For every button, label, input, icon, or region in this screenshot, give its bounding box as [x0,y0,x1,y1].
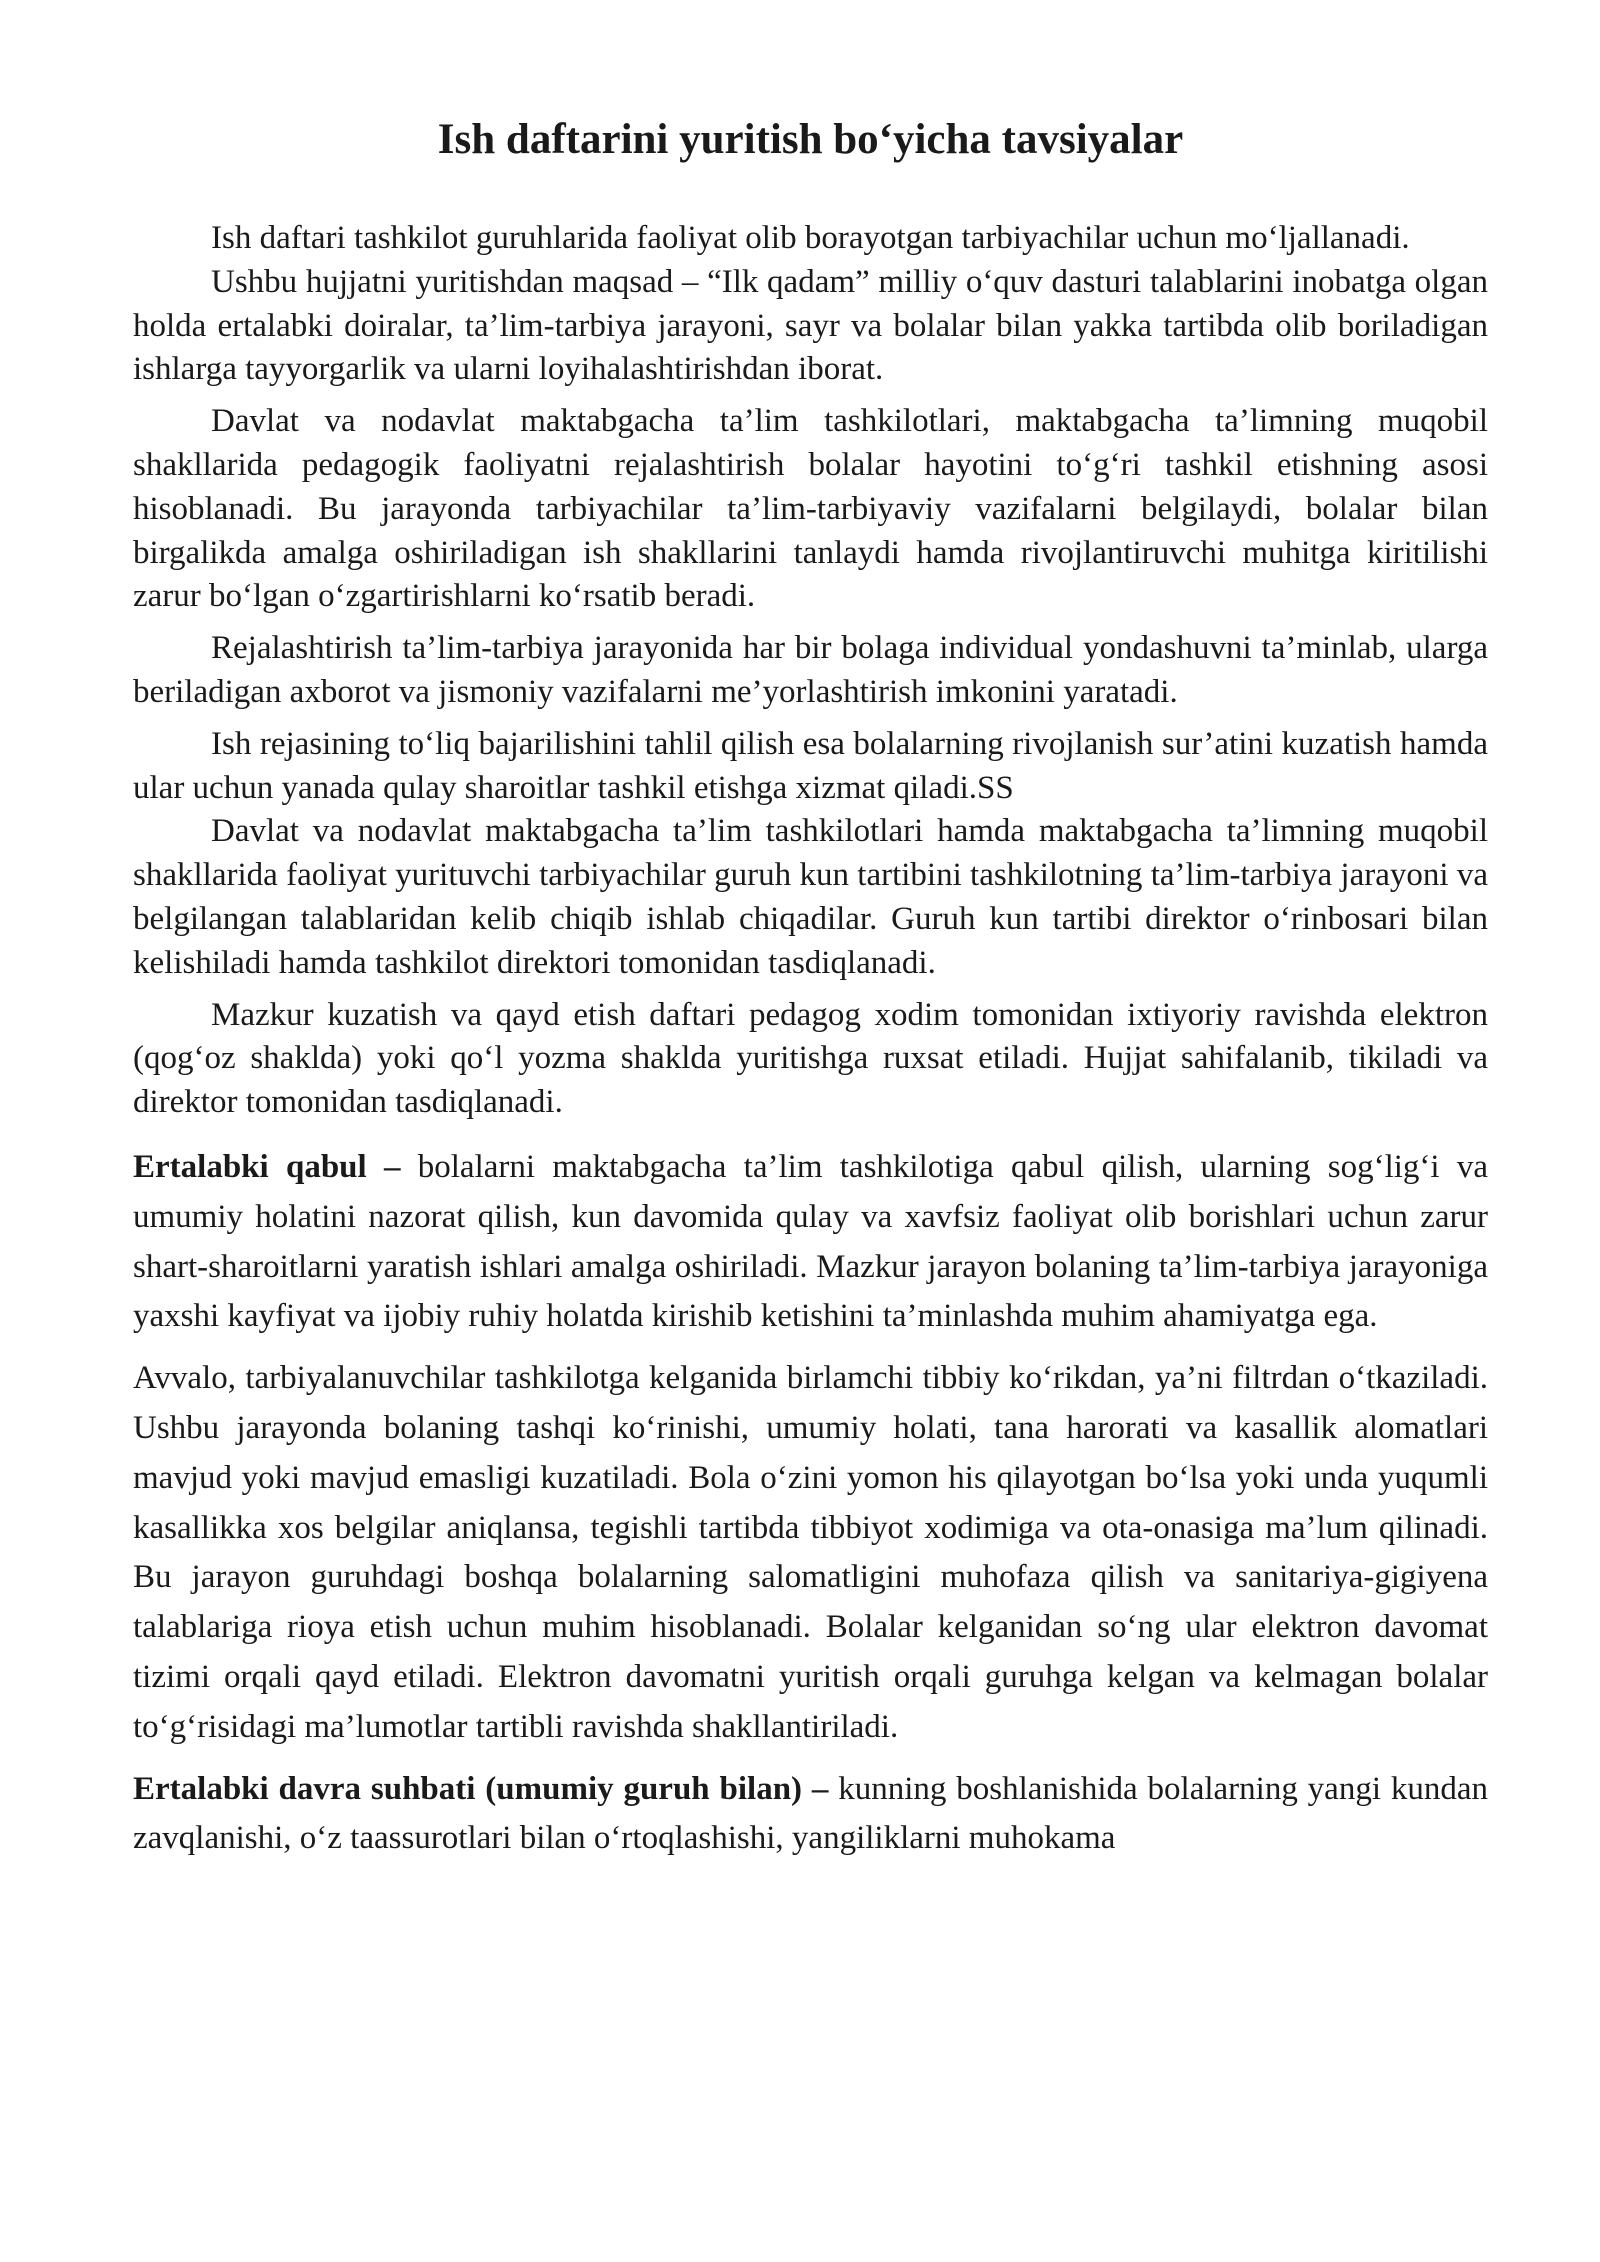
document-title: Ish daftarini yuritish bo‘yicha tavsiyalar [437,116,1184,163]
paragraph-planning-basis: Davlat va nodavlat maktabgacha ta’lim tashkilotlari, maktabgacha ta’limning muqobil shakllarida pedagogik faoliyatni rejalashtirish bolalar hayotini to‘g‘ri tashkil etishning asosi hisoblanadi. Bu jarayonda tarbiyachilar ta’lim-tarbiyaviy vazifalarni belgilaydi, bolalar bilan birgalikda amalga oshiriladigan ish shakllarini tanlaydi hamda rivojlantiruvchi muhitga kiritilishi zarur bo‘lgan o‘zgartirishlarni ko‘rsatib beradi. [133,403,1488,615]
paragraph-purpose-audience: Ish daftari tashkilot guruhlarida faoliyat olib borayotgan tarbiyachilar uchun mo‘ljallanadi. [211,220,1410,256]
section-text: bolalarni maktabgacha ta’lim tashkilotiga qabul qilish, ularning sog‘lig‘i va umumiy holatini nazorat qilish, kun davomida qulay va xavfsiz faoliyat olib borishlari uchun zarur shart-sharoitlarni yaratish ishlari amalga oshiriladi. Mazkur jarayon bolaning ta’lim-tarbiya jarayoniga yaxshi kayfiyat va ijobiy ruhiy holatda kirishib ketishini ta’minlashda muhim ahamiyatga ega. [133,1148,1488,1335]
section-text: kunning boshlanishida bolalarning yangi kundan zavqlanishi, o‘z taassurotlari bilan o‘rtoqlashishi, yangiliklarni muhokama [133,1770,1488,1857]
paragraph-plan-analysis: Ish rejasining to‘liq bajarilishini tahlil qilish esa bolalarning rivojlanish sur’atini kuzatish hamda ular uchun yanada qulay sharoitlar tashkil etishga xizmat qiladi.SS [133,725,1488,806]
paragraph-daily-schedule: Davlat va nodavlat maktabgacha ta’lim tashkilotlari hamda maktabgacha ta’limning muqobil shakllarida faoliyat yurituvchi tarbiyachilar guruh kun tartibini tashkilotning ta’lim-tarbiya jarayoni va belgilangan talablaridan kelib chiqib ishlab chiqadilar. Guruh kun tartibi direktor o‘rinbosari bilan kelishiladi hamda tashkilot direktori tomonidan tasdiqlanadi. [133,813,1488,981]
section-term: Ertalabki qabul – [133,1148,401,1185]
paragraph-journal-format: Mazkur kuzatish va qayd etish daftari pedagog xodim tomonidan ixtiyoriy ravishda elektron (qog‘oz shaklda) yoki qo‘l yozma shaklda yuritishga ruxsat etiladi. Hujjat sahifalanib, tikiladi va direktor tomonidan tasdiqlanadi. [133,996,1488,1121]
paragraph-document-goal: Ushbu hujjatni yuritishdan maqsad – “Ilk qadam” milliy o‘quv dasturi talablarini inobatga olgan holda ertalabki doiralar, ta’lim-tarbiya jarayoni, sayr va bolalar bilan yakka tartibda olib boriladigan ishlarga tayyorgarlik va ularni loyihalashtirishdan iborat. [133,263,1488,388]
section-term: Ertalabki davra suhbati (umumiy guruh bilan) – [133,1770,829,1807]
paragraph-individual-approach: Rejalashtirish ta’lim-tarbiya jarayonida har bir bolaga individual yondashuvni ta’minlab, ularga beriladigan axborot va jismoniy vazifalarni me’yorlashtirish imkonini yaratadi. [133,630,1488,710]
section-text: Avvalo, tarbiyalanuvchilar tashkilotga kelganida birlamchi tibbiy ko‘rikdan, ya’ni filtrdan o‘tkaziladi. Ushbu jarayonda bolaning tashqi ko‘rinishi, umumiy holati, tana harorati va kasallik alomatlari mavjud yoki mavjud emasligi kuzatiladi. Bola o‘zini yomon his qilayotgan bo‘lsa yoki unda yuqumli kasallikka xos belgilar aniqlansa, tegishli tartibda tibbiyot xodimiga va ota-onasiga ma’lum qilinadi. Bu jarayon guruhdagi boshqa bolalarning salomatligini muhofaza qilish va sanitariya-gigiyena talablariga rioya etish uchun muhim hisoblanadi. Bolalar kelganidan so‘ng ular elektron davomat tizimi orqali qayd etiladi. Elektron davomatni yuritish orqali guruhga kelgan va kelmagan bolalar to‘g‘risidagi ma’lumotlar tartibli ravishda shakllantiriladi. [133,1360,1488,1745]
section-morning-reception [133,1143,1488,1342]
section-medical-check [133,1354,1488,1752]
section-morning-circle [133,1765,1488,1865]
